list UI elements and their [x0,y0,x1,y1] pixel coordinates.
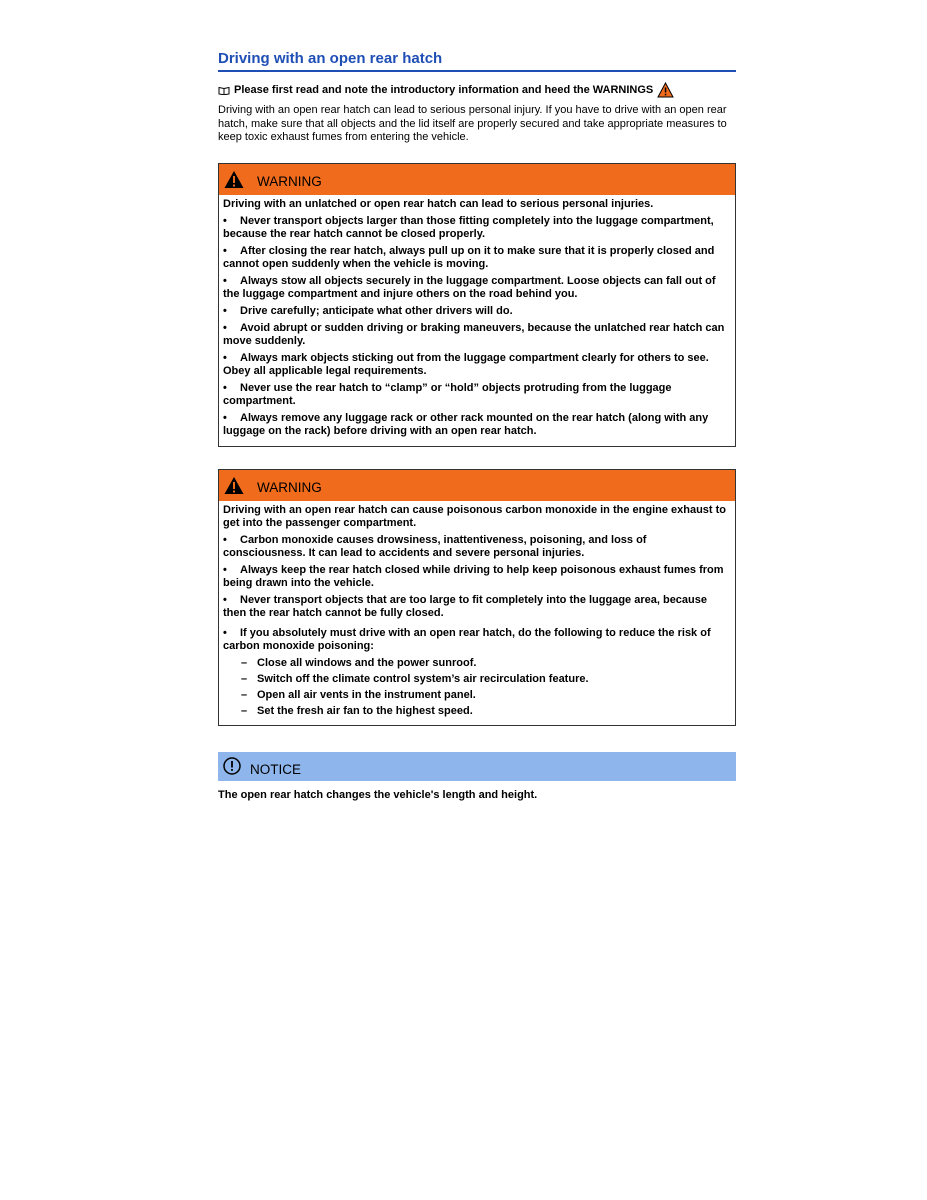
bullet-icon: • [223,274,227,287]
warning-box-unlatched-hatch [218,163,736,447]
list-item-text: If you absolutely must drive with an open rear hatch, do the following to reduce the risk of carbon monoxide poisoning: [223,626,711,652]
bullet-icon: • [223,321,227,334]
list-item-text: Always mark objects sticking out from the luggage compartment clearly for others to see. Obey all applicable legal requirements. [223,351,709,377]
list-item-text: After closing the rear hatch, always pull up on it to make sure that it is properly closed and cannot open suddenly when the vehicle is moving. [223,244,715,270]
list-item [223,322,731,348]
book-icon [218,86,230,95]
warning-lead: Driving with an unlatched or open rear hatch can lead to serious personal injuries. [223,197,654,210]
bullet-icon: • [223,381,227,394]
notice-label: NOTICE [250,761,302,777]
warning-label: WARNING [257,174,322,189]
dash-icon: – [241,688,248,701]
sub-list-item [241,689,731,702]
warning-body [219,501,735,725]
list-item [223,534,731,560]
list-item [223,245,731,271]
list-item-text: Never transport objects larger than those fitting completely into the luggage compartment, because the rear hatch cannot be closed properly. [223,214,714,240]
list-item [223,352,731,378]
list-item-text: Never use the rear hatch to “clamp” or “hold” objects protruding from the luggage compartment. [223,381,672,407]
list-item-text: Always keep the rear hatch closed while driving to help keep poisonous exhaust fumes from being drawn into the vehicle. [223,563,724,589]
notice-header [218,752,736,781]
sub-list-item-text: Switch off the climate control system’s air recirculation feature. [257,672,589,685]
bullet-icon: • [223,304,227,317]
list-item [223,275,731,301]
bullet-icon: • [223,214,227,227]
list-item [223,382,731,408]
exclamation-circle-icon [223,757,241,775]
bullet-icon: • [223,411,227,424]
warning-icon [224,476,244,495]
sub-list-item [241,705,731,718]
page-title: Driving with an open rear hatch [218,50,736,72]
sub-list-item-text: Set the fresh air fan to the highest speed. [257,704,473,717]
list-item [223,305,731,318]
warning-box-carbon-monoxide [218,469,736,726]
list-item [223,627,731,653]
list-item-text: Carbon monoxide causes drowsiness, inattentiveness, poisoning, and loss of consciousness. It can lead to accidents and severe personal injuries. [223,533,647,559]
sub-list-item-text: Close all windows and the power sunroof. [257,656,477,669]
list-item-text: Drive carefully; anticipate what other drivers will do. [240,304,513,317]
warning-icon [224,170,244,189]
bullet-icon: • [223,563,227,576]
bullet-icon: • [223,351,227,364]
dash-icon: – [241,656,248,669]
warning-header [219,164,735,195]
list-item-text: Always remove any luggage rack or other rack mounted on the rear hatch (along with any luggage on the rack) before driving with an open rear hatch. [223,411,709,437]
bullet-icon: • [223,593,227,606]
intro-paragraph: Driving with an open rear hatch can lead to serious personal injury. If you have to drive with an open rear hatch, make sure that all objects and the lid itself are properly secured and take appropriate measures to keep toxic exhaust fumes from entering the vehicle. [218,104,727,143]
list-item [223,215,731,241]
warning-lead: Driving with an open rear hatch can cause poisonous carbon monoxide in the engine exhaust to get into the passenger compartment. [223,503,727,529]
list-item [223,412,731,438]
read-first-text: Please first read and note the introductory information and heed the WARNINGS [234,84,654,96]
sub-list-item [241,657,731,670]
dash-icon: – [241,672,248,685]
dash-icon: – [241,704,248,717]
list-item [223,594,731,620]
list-item-text: Always stow all objects securely in the luggage compartment. Loose objects can fall out of the luggage compartment and injure others on the road behind you. [223,274,716,300]
read-first-note [218,82,736,98]
notice-text: The open rear hatch changes the vehicle's length and height. [218,788,538,801]
sub-list-item [241,673,731,686]
warning-body [219,195,735,446]
sub-list-item-text: Open all air vents in the instrument panel. [257,688,476,701]
warning-header [219,470,735,501]
list-item [223,564,731,590]
warning-triangle-icon [657,82,674,98]
warning-label: WARNING [257,480,322,495]
bullet-icon: • [223,244,227,257]
list-item-text: Never transport objects that are too large to fit completely into the luggage area, because then the rear hatch cannot be fully closed. [223,593,708,619]
page-content [218,50,736,801]
bullet-icon: • [223,626,227,639]
list-item-text: Avoid abrupt or sudden driving or braking maneuvers, because the unlatched rear hatch can move suddenly. [223,321,725,347]
bullet-icon: • [223,533,227,546]
